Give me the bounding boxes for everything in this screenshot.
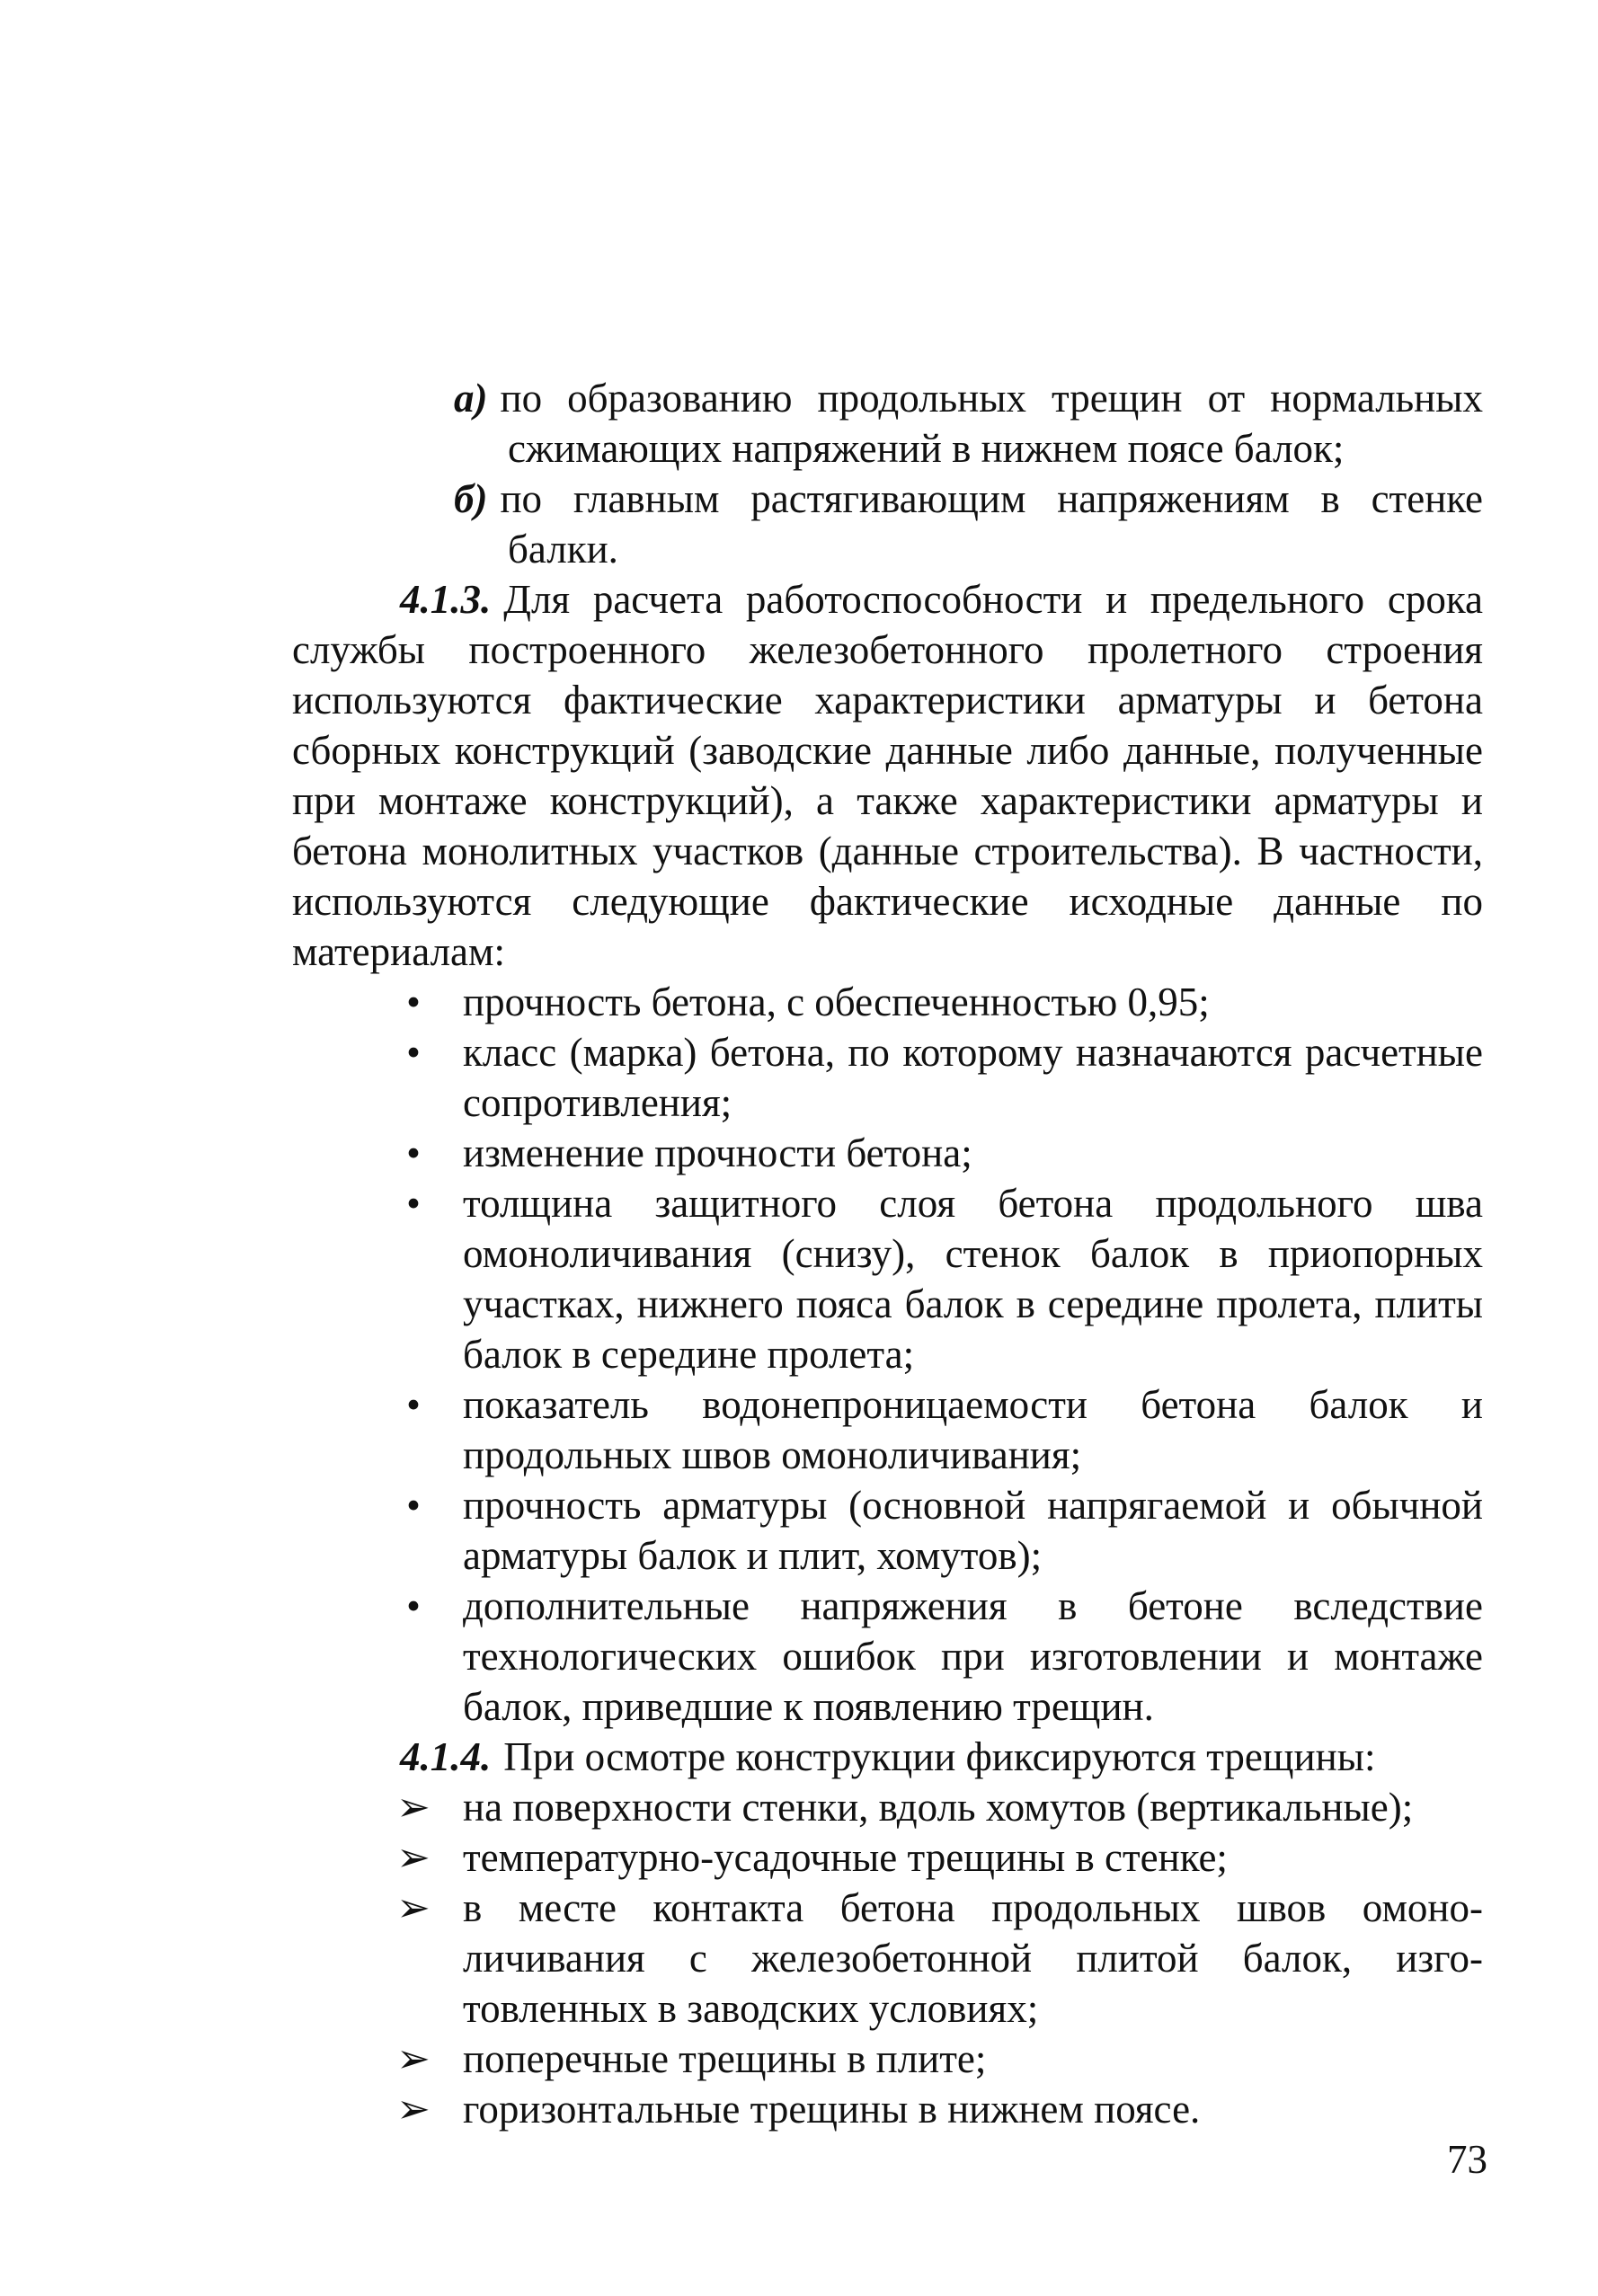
bullet-icon: • [406, 1483, 421, 1528]
list-marker-a: а) [454, 376, 488, 421]
cracks-arrow-list [292, 1782, 1483, 2134]
list-item-text: горизонтальные трещины в нижнем поясе. [463, 2087, 1201, 2132]
arrow-bullet-icon: ➢ [396, 2036, 431, 2081]
bullet-icon: • [406, 1030, 421, 1075]
bullet-icon: • [406, 1130, 421, 1175]
section-number-4-1-3: 4.1.3. [400, 577, 492, 622]
bullet-icon: • [406, 1382, 421, 1427]
list-item [292, 1128, 1483, 1178]
list-item-text: поперечные трещины в плите; [463, 2036, 987, 2081]
list-item-text: дополнительные напряжения в бетоне вследствие технологических ошибок при изготовлении и монтаже балок, приведшие к появлению трещин. [463, 1583, 1483, 1729]
list-item-text: толщина защитного слоя бетона продольного шва омоноличивания (снизу), стенок балок в приопорных участках, нижнего пояса балок в середине пролета, плиты балок в середине пролета; [463, 1181, 1483, 1377]
bullet-icon: • [406, 1181, 421, 1226]
list-item-text: в месте контакта бетона продольных швов омоноличивания с железобетонной плитой балок, изготовленных в заводских условиях; [463, 1885, 1483, 2031]
paragraph-text-4-1-4: При осмотре конструкции фиксируются трещины: [503, 1734, 1376, 1779]
list-item [292, 2034, 1483, 2084]
arrow-bullet-icon: ➢ [396, 1835, 431, 1880]
list-item [292, 1480, 1483, 1581]
list-item-text: показатель водонепроницаемости бетона балок и продольных швов омоноличивания; [463, 1382, 1483, 1477]
list-item [292, 1782, 1483, 1832]
list-text-a: по образованию продольных трещин от нормальных сжимающих напряжений в нижнем поясе балок; [500, 376, 1483, 471]
list-item-text: класс (марка) бетона, по которому назначаются расчетные сопротивления; [463, 1030, 1483, 1125]
list-marker-b: б) [454, 476, 488, 521]
list-item-text: изменение прочности бетона; [463, 1130, 972, 1175]
bullet-icon: • [406, 980, 421, 1024]
list-item [292, 2084, 1483, 2134]
list-item-text: на поверхности стенки, вдоль хомутов (вертикальные); [463, 1785, 1414, 1830]
arrow-bullet-icon: ➢ [396, 1785, 431, 1830]
list-text-b: по главным растягивающим напряжениям в стенке балки. [500, 476, 1483, 572]
list-item-text: прочность арматуры (основной напрягаемой и обычной арматуры балок и плит, хомутов); [463, 1483, 1483, 1578]
paragraph-4-1-3 [292, 574, 1483, 977]
list-item [292, 1832, 1483, 1883]
list-item [292, 1178, 1483, 1379]
arrow-bullet-icon: ➢ [396, 2087, 431, 2132]
list-item [292, 1027, 1483, 1128]
list-item [292, 1581, 1483, 1732]
section-number-4-1-4: 4.1.4. [400, 1734, 492, 1779]
list-item-a [454, 373, 1483, 474]
list-item [292, 1379, 1483, 1480]
paragraph-text-4-1-3: Для расчета работоспособности и предельного срока службы построенного железобетонного пролетного строения используются фактические характеристики арматуры и бетона сборных конструкций (заводские данные либо данные, полученные при монтаже конструкций), а также характеристики арматуры и бетона монолитных участков (данные строительства). В частности, используются следующие фактические исходные данные по материалам: [292, 577, 1483, 974]
arrow-bullet-icon: ➢ [396, 1885, 431, 1930]
list-item-text: прочность бетона, с обеспеченностью 0,95; [463, 980, 1210, 1024]
list-item-text: температурно-усадочные трещины в стенке; [463, 1835, 1228, 1880]
list-item [292, 1883, 1483, 2034]
page-body [292, 373, 1483, 2134]
materials-bullet-list [292, 977, 1483, 1732]
bullet-icon: • [406, 1583, 421, 1628]
list-item-b [454, 474, 1483, 574]
paragraph-4-1-4 [292, 1732, 1483, 1782]
list-item [292, 977, 1483, 1027]
page-number: 73 [1447, 2137, 1487, 2182]
